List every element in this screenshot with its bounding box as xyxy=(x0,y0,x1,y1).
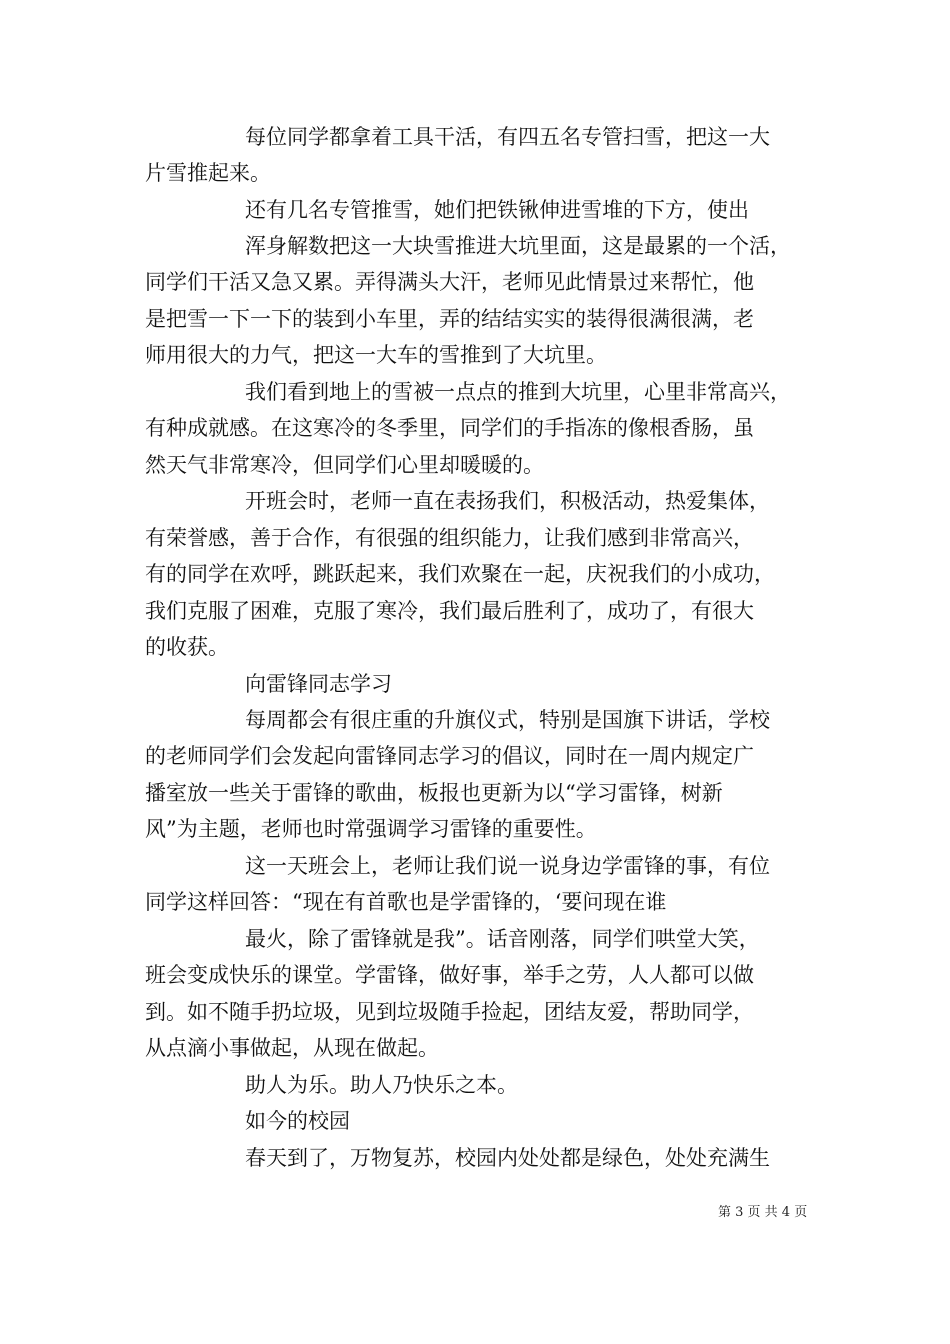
text-line: 每位同学都拿着工具干活，有四五名专管扫雪，把这一大 xyxy=(245,125,770,149)
text-line: 同学们干活又急又累。弄得满头大汗，老师见此情景过来帮忙，他 xyxy=(145,270,754,294)
text-line: 师用很大的力气，把这一大车的雪推到了大坑里。 xyxy=(145,343,607,367)
text-line: 有荣誉感，善于合作，有很强的组织能力，让我们感到非常高兴， xyxy=(145,526,754,550)
text-line: 同学这样回答：“现在有首歌也是学雷锋的，‘要问现在谁 xyxy=(145,890,667,914)
text-line: 的老师同学们会发起向雷锋同志学习的倡议，同时在一周内规定广 xyxy=(145,744,754,768)
text-line: 风”为主题，老师也时常强调学习雷锋的重要性。 xyxy=(145,817,597,841)
text-line: 我们看到地上的雪被一点点的推到大坑里，心里非常高兴， xyxy=(245,380,791,404)
text-line: 的收获。 xyxy=(145,635,229,659)
text-line: 我们克服了困难，克服了寒冷，我们最后胜利了，成功了，有很大 xyxy=(145,599,754,623)
text-line: 助人为乐。助人乃快乐之本。 xyxy=(245,1073,518,1097)
text-line: 播室放一些关于雷锋的歌曲，板报也更新为以“学习雷锋，树新 xyxy=(145,781,723,805)
text-line: 班会变成快乐的课堂。学雷锋，做好事，举手之劳，人人都可以做 xyxy=(145,963,754,987)
text-line: 到。如不随手扔垃圾，见到垃圾随手捡起，团结友爱，帮助同学， xyxy=(145,1000,754,1024)
section-heading: 如今的校园 xyxy=(245,1109,350,1133)
text-line: 还有几名专管推雪，她们把铁锹伸进雪堆的下方，使出 xyxy=(245,198,749,222)
text-line: 有种成就感。在这寒冷的冬季里，同学们的手指冻的像根香肠，虽 xyxy=(145,416,754,440)
text-line: 这一天班会上，老师让我们说一说身边学雷锋的事，有位 xyxy=(245,854,770,878)
text-line: 春天到了，万物复苏，校园内处处都是绿色，处处充满生 xyxy=(245,1146,770,1170)
text-line: 开班会时，老师一直在表扬我们，积极活动，热爱集体， xyxy=(245,489,770,513)
page-number-footer: 第 3 页 共 4 页 xyxy=(718,1205,808,1220)
section-heading: 向雷锋同志学习 xyxy=(245,672,392,696)
text-line: 然天气非常寒冷，但同学们心里却暖暖的。 xyxy=(145,453,544,477)
text-line: 是把雪一下一下的装到小车里，弄的结结实实的装得很满很满，老 xyxy=(145,307,754,331)
text-line: 从点滴小事做起，从现在做起。 xyxy=(145,1036,439,1060)
text-line: 浑身解数把这一大块雪推进大坑里面，这是最累的一个活， xyxy=(245,234,791,258)
text-line: 片雪推起来。 xyxy=(145,161,271,185)
text-line: 最火，除了雷锋就是我”。话音刚落，同学们哄堂大笑， xyxy=(245,927,760,951)
text-line: 每周都会有很庄重的升旗仪式，特别是国旗下讲话，学校 xyxy=(245,708,770,732)
text-line: 有的同学在欢呼，跳跃起来，我们欢聚在一起，庆祝我们的小成功， xyxy=(145,562,775,586)
